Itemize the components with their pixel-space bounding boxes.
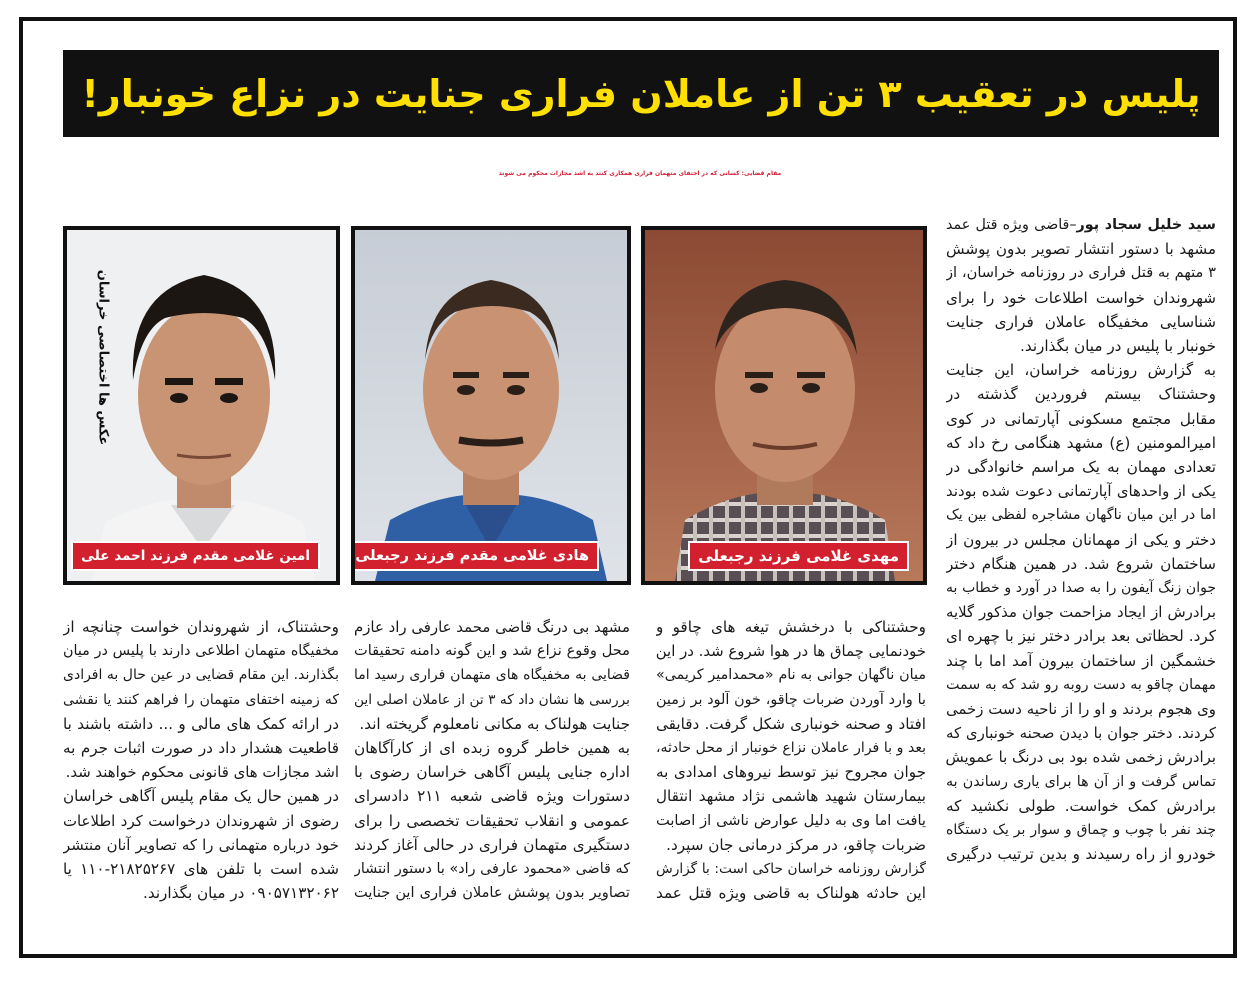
photo-caption-3: امین غلامی مقدم فرزند احمد علی [71,541,320,571]
article-line: در همین حال یک مقام پلیس آگاهی خراسان [63,787,339,806]
article-line [946,213,1216,237]
article-line: خودنمایی چماق ها در هوا شروع شد. در این [656,642,926,661]
subheadline: مقام قضایی: کسانی که در اختفای متهمان فراری همکاری کنند به اشد مجازات محکوم می شوند [498,170,782,177]
article-column-1 [946,213,1216,948]
article-line: جوان زنگ آیفون را به صدا در آورد و خطاب به [946,580,1216,597]
article-line: شناسایی مخفیگاه عاملان فراری جنایت [946,312,1216,331]
article-line: خشمگین از ساختمان بیرون آمد اما با چند [946,651,1216,670]
article-line: یافت اما وی به دلیل عوارض ناشی از اصابت [656,811,926,829]
portrait-illustration [355,230,627,581]
article-line: جنایت هولناک به مکانی نامعلوم گریخته اند. [359,714,630,733]
article-line: میان ناگهان جوانی به نام «محمدامیر کریمی» [656,667,926,684]
article-line: رضوی از شهروندان درخواست کرد اطلاعات [63,811,339,830]
headline-banner [63,50,1219,137]
article-line: تعدادی مهمان به یک مراسم خانوادگی در [946,458,1216,477]
article-line: خود درباره متهمانی را که تصاویر آنان منتشر [63,835,339,854]
article-line: این حادثه هولناک به قاضی ویژه قتل عمد [656,884,926,903]
article-line: مشهد با دستور انتشار تصویر بدون پوشش [946,240,1216,259]
article-line: افتاد و صحنه خونباری شکل گرفت. دقایقی [656,714,926,733]
article-line: دستگیری متهمان فراری در حالی آغاز کردند [354,835,630,854]
byline: سید خلیل سجاد پور [1076,217,1216,233]
article-line: چند نفر با چوب و چماق و سوار بر یک دستگاه [946,822,1216,839]
article-line: قضایی به مخفیگاه های متهمان فراری رسید اما [354,667,630,684]
photo-caption-1: مهدی غلامی فرزند رجبعلی [688,541,909,571]
article-line: وی هجوم بردند و او را از ناحیه دست زخمی [946,700,1216,719]
article-line: که قاضی «محمود عارفی راد» با دستور انتشار [354,861,630,878]
article-line: اما در این میان ناگهان مشاجره لفظی بین یک [946,507,1216,524]
article-line: تماس گرفت و از آن ها برای یاری رساندن به [946,773,1216,790]
article-line: وحشتناک بیستم فروردین گذشته در [946,385,1216,404]
suspect-photo-2 [351,226,631,585]
article-line: مشهد بی درنگ قاضی محمد عارفی راد عازم [354,618,630,636]
article-line: خودرو از راه رسیدند و بدین ترتیب درگیری [946,845,1216,864]
article-line: مهمان چاقو به دست روبه رو شد که به سمت [946,676,1216,693]
article-line: در ارائه کمک های مالی و ... داشته باشند با [63,714,339,733]
article-line: بیمارستان شهید هاشمی نژاد مشهد انتقال [656,787,926,806]
article-line: ضربات چاقو، در مرکز درمانی جان سپرد. [666,835,926,854]
article-line: ۰۹۰۵۷۱۳۲۰۶۲ در میان بگذارند. [143,884,339,903]
article-line: اداره جنایی پلیس آگاهی خراسان رضوی با [354,763,630,782]
article-line: مخفیگاه متهمان اطلاعی دارند با پلیس در میان [63,643,339,660]
headline: پلیس در تعقیب ۳ تن از عاملان فراری جنایت در نزاع خونبار! [81,71,1201,116]
suspect-photo-1 [641,226,927,585]
article-line: جوان مجروح نیز توسط نیروهای امدادی به [656,763,926,782]
photo-credit: عکس ها اختصاصی خراسان [95,269,111,446]
article-line: خونبار با پلیس در میان بگذارند. [1020,337,1216,356]
article-line: تصاویر بدون پوشش عاملان فراری این جنایت [354,884,630,902]
article-line: مقابل مجتمع مسکونی آپارتمانی در کوی [946,409,1216,428]
article-line: ساختمان شروع شد. در همین هنگام دختر [946,554,1216,573]
article-line: قاطعیت هشدار داد در صورت اثبات جرم به [63,739,339,758]
suspect-photo-3 [63,226,340,585]
article-line: که زمینه اختفای متهمان را فراهم کنند یا نقشی [63,691,339,708]
article-line: امیرالمومنین (ع) مشهد هنگامی رخ داد که [946,433,1216,452]
article-line: شده است با تلفن های ۲۱۸۲۵۲۶۷-۱۱۰ یا [63,860,339,879]
article-line: به گزارش روزنامه خراسان، این جنایت [946,361,1216,380]
portrait-illustration [645,230,923,581]
article-column-3 [354,615,630,940]
article-line: کردند. دختر جوان با دیدن صحنه خونباری که [946,724,1216,743]
article-line: وحشتناکی با درخشش تیغه های چاقو و [656,618,926,636]
article-line: ۳ متهم به قتل فراری در روزنامه خراسان، از [946,264,1216,282]
article-line: شهروندان خواست اطلاعات خود را برای [946,288,1216,307]
article-line: بگذارند. این مقام قضایی در عین حال به افرادی [63,667,339,684]
article-line: بررسی ها نشان داد که ۳ تن از عاملان اصلی این [354,691,630,708]
photo-caption-2: هادی غلامی مقدم فرزند رجبعلی [351,541,599,571]
article-line: با وارد آوردن ضربات چاقو، خون آلود بر زمین [656,691,926,708]
article-line: یکی از واحدهای آپارتمانی دعوت شده بودند [946,482,1216,501]
article-line: وحشتناک، از شهروندان خواست چنانچه از [63,618,339,636]
article-line: بعد و با فرار عاملان نزاع خونبار از محل حادثه، [656,740,926,757]
article-line: محل وقوع نزاع شد و این گونه دامنه تحقیقات [354,642,630,660]
article-line: به همین خاطر گروه زبده ای از کارآگاهان [354,739,630,758]
article-column-2 [656,615,926,940]
article-line: برادرش از ایجاد مزاحمت جوان مذکور گلایه [946,603,1216,622]
article-line: کرد. لحظاتی بعد برادر دختر نیز با چهره ای [946,627,1216,646]
article-line: دستورات ویژه قاضی شعبه ۲۱۱ دادسرای [354,787,630,806]
article-line-text: –قاضی ویژه قتل عمد [946,217,1077,233]
article-line: برادرش کمک خواست. طولی نکشید که [946,796,1216,815]
article-line: اشد مجازات های قانونی محکوم خواهند شد. [65,763,339,782]
article-column-4 [63,615,339,940]
article-line: دختر و یکی از مهمانان مجلس در بیرون از [946,530,1216,549]
article-line: برادرش زخمی شده بود بی درنگ با عمویش [946,748,1216,767]
article-line: عمومی و انقلاب تحقیقات تخصصی را برای [354,811,630,830]
article-line: گزارش روزنامه خراسان حاکی است: با گزارش [656,861,926,878]
